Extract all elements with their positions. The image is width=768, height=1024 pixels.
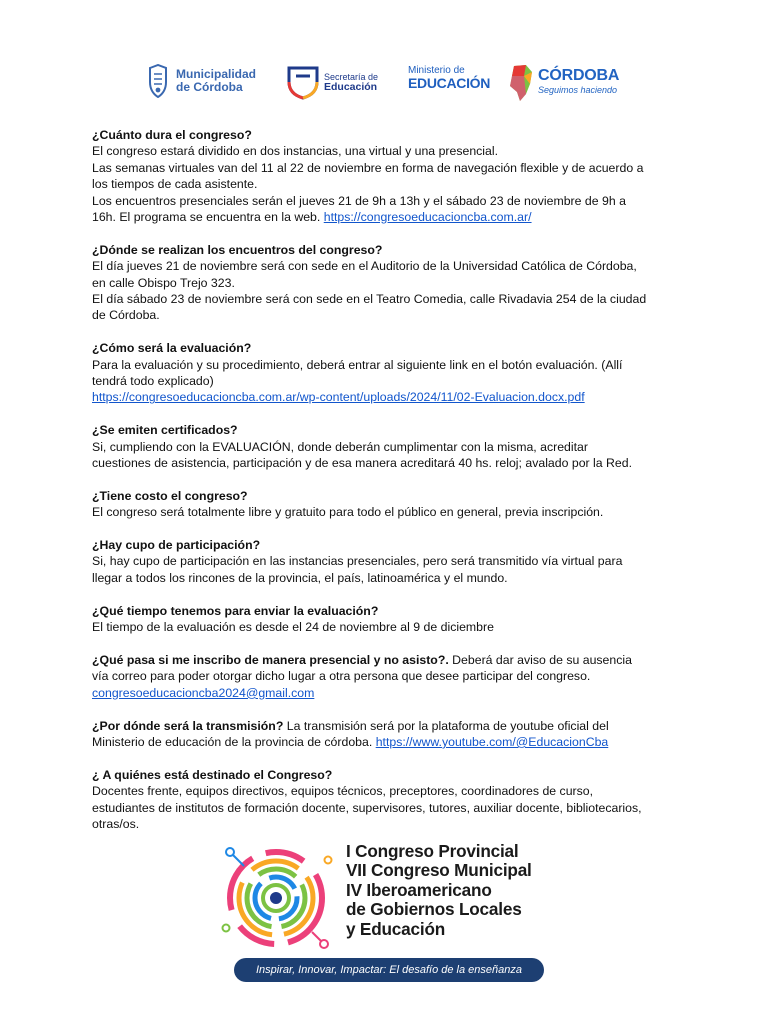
cordoba-province-map-icon bbox=[508, 64, 534, 102]
congress-emblem-icon bbox=[220, 838, 338, 956]
faq-answer-line: El congreso será totalmente libre y gratuito para todo el público en general, previa inscripción. bbox=[92, 505, 604, 520]
ministerio-logo bbox=[408, 64, 490, 90]
faq-answer-line: Para la evaluación y su procedimiento, deberá entrar al siguiente link en el botón evaluación. (Allí bbox=[92, 357, 623, 372]
faq-audience bbox=[92, 767, 682, 833]
secretaria-shield-icon bbox=[286, 64, 320, 100]
ministerio-line1: Ministerio de bbox=[408, 65, 465, 76]
faq-certificates bbox=[92, 422, 682, 471]
congress-title-line: de Gobiernos Locales bbox=[346, 899, 522, 920]
cordoba-logo bbox=[508, 64, 619, 102]
faq-question: ¿ A quiénes está destinado el Congreso? bbox=[92, 767, 333, 782]
faq-content bbox=[92, 127, 682, 849]
faq-answer-line: otras/os. bbox=[92, 816, 140, 831]
faq-answer-line: Docentes frente, equipos directivos, equipos técnicos, preceptores, coordinadores de curso, bbox=[92, 784, 594, 799]
congress-logo bbox=[220, 838, 560, 956]
congress-title-line: IV Iberoamericano bbox=[346, 879, 492, 900]
faq-question: ¿Dónde se realizan los encuentros del congreso? bbox=[92, 242, 383, 257]
faq-question: ¿Cómo será la evaluación? bbox=[92, 341, 252, 356]
faq-answer-line bbox=[92, 209, 682, 225]
header-logos bbox=[120, 48, 648, 124]
faq-answer-text: Ministerio de educación de la provincia de córdoba. bbox=[92, 734, 376, 749]
cordoba-name: CÓRDOBA bbox=[538, 67, 620, 84]
faq-answer-line: vía correo para poder otorgar dicho lugar a otra persona que desee participar del congreso. bbox=[92, 669, 591, 684]
ministerio-line2: EDUCACIÓN bbox=[408, 75, 491, 91]
faq-answer-line: El tiempo de la evaluación es desde el 24 de noviembre al 9 de diciembre bbox=[92, 620, 494, 635]
faq-answer-line bbox=[92, 734, 682, 750]
contact-email-link[interactable]: congresoeducacioncba2024@gmail.com bbox=[92, 685, 315, 700]
faq-submission-time bbox=[92, 603, 682, 636]
municipalidad-logo bbox=[146, 64, 256, 98]
faq-inline-answer: Deberá dar aviso de su ausencia bbox=[448, 652, 632, 667]
faq-broadcast bbox=[92, 718, 682, 751]
congress-title-line: y Educación bbox=[346, 918, 446, 939]
faq-question: ¿Qué pasa si me inscribo de manera presencial y no asisto?. bbox=[92, 652, 449, 667]
faq-answer-line: Las semanas virtuales van del 11 al 22 de noviembre en forma de navegación flexible y de acuerdo a bbox=[92, 160, 644, 175]
faq-question: ¿Tiene costo el congreso? bbox=[92, 488, 248, 503]
faq-inline-answer: La transmisión será por la plataforma de youtube oficial del bbox=[283, 718, 609, 733]
faq-question: ¿Se emiten certificados? bbox=[92, 423, 238, 438]
faq-answer-line: El día sábado 23 de noviembre será con sede en el Teatro Comedia, calle Rivadavia 254 de la ciudad bbox=[92, 292, 647, 307]
faq-answer-line bbox=[92, 389, 682, 405]
faq-duration bbox=[92, 127, 682, 225]
faq-answer-line: tendrá todo explicado) bbox=[92, 374, 214, 389]
faq-question: ¿Hay cupo de participación? bbox=[92, 538, 261, 553]
municipalidad-line1: Municipalidad bbox=[176, 67, 257, 81]
faq-question-line bbox=[92, 718, 682, 734]
faq-capacity bbox=[92, 537, 682, 586]
faq-answer-line: llegar a todos los rincones de la provincia, el país, latinoamérica y el mundo. bbox=[92, 570, 508, 585]
faq-location bbox=[92, 242, 682, 324]
faq-question: ¿Por dónde será la transmisión? bbox=[92, 718, 284, 733]
faq-answer-line: Si, hay cupo de participación en las instancias presenciales, pero será transmitido vía virtual para bbox=[92, 554, 623, 569]
faq-cost bbox=[92, 488, 682, 521]
congress-title-line: VII Congreso Municipal bbox=[346, 860, 532, 881]
faq-answer-line: Los encuentros presenciales serán el jueves 21 de 9h a 13h y el sábado 23 de noviembre de 9h a bbox=[92, 193, 626, 208]
secretaria-line1: Secretaría de bbox=[324, 72, 379, 82]
faq-answer-line: El día jueves 21 de noviembre será con sede en el Auditorio de la Universidad Católica de Córdoba, bbox=[92, 259, 637, 274]
faq-answer-line: Si, cumpliendo con la EVALUACIÓN, donde deberán cumplimentar con la misma, acreditar bbox=[92, 439, 588, 454]
faq-answer-line: de Córdoba. bbox=[92, 308, 160, 323]
faq-answer-line: cuestiones de asistencia, participación y de esa manera acreditará 40 hs. reloj; avalado por la Red. bbox=[92, 456, 633, 471]
faq-answer-line: los tiempos de cada asistente. bbox=[92, 177, 258, 192]
faq-question: ¿Qué tiempo tenemos para enviar la evaluación? bbox=[92, 603, 379, 618]
congress-tagline-banner: Inspirar, Innovar, Impactar: El desafío de la enseñanza bbox=[234, 958, 544, 982]
faq-answer-text: 16h. El programa se encuentra en la web. bbox=[92, 210, 324, 225]
faq-evaluation bbox=[92, 340, 682, 406]
faq-absence bbox=[92, 652, 682, 701]
faq-question: ¿Cuánto dura el congreso? bbox=[92, 128, 252, 142]
municipalidad-line2: de Córdoba bbox=[176, 80, 243, 94]
faq-question-line bbox=[92, 652, 682, 668]
youtube-channel-link[interactable]: https://www.youtube.com/@EducacionCba bbox=[375, 734, 609, 749]
cordoba-slogan: Seguimos haciendo bbox=[538, 85, 618, 95]
faq-answer-line: en calle Obispo Trejo 323. bbox=[92, 275, 235, 290]
secretaria-logo bbox=[286, 64, 378, 100]
secretaria-line2: Educación bbox=[324, 81, 378, 93]
faq-answer-line: El congreso estará dividido en dos instancias, una virtual y una presencial. bbox=[92, 144, 499, 159]
evaluation-document-link[interactable]: https://congresoeducacioncba.com.ar/wp-content/uploads/2024/11/02-Evaluacion.docx.pdf bbox=[92, 390, 585, 405]
congress-website-link[interactable]: https://congresoeducacioncba.com.ar/ bbox=[323, 210, 532, 225]
faq-answer-line: estudiantes de institutos de formación docente, supervisores, tutores, auxiliar docente, bibliotecarios, bbox=[92, 800, 642, 815]
faq-answer-line bbox=[92, 685, 682, 701]
congress-title-line: I Congreso Provincial bbox=[346, 841, 519, 861]
congress-title bbox=[346, 842, 532, 939]
city-crest-icon bbox=[146, 64, 170, 98]
